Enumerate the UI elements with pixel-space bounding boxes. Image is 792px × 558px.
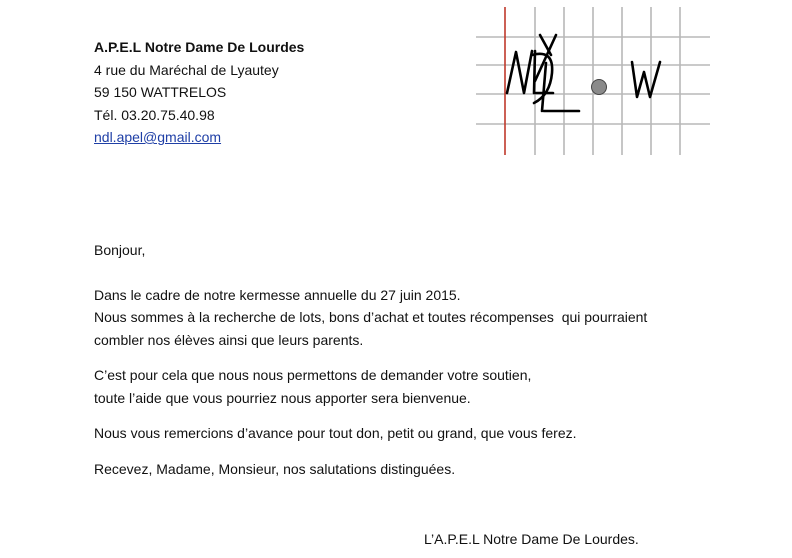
paragraph-line: combler nos élèves ainsi que leurs parents. — [94, 331, 364, 348]
paragraph-line: C’est pour cela que nous nous permettons de demander votre soutien, — [94, 367, 532, 383]
logo-grid — [476, 7, 710, 155]
paragraph-line: Nous sommes à la recherche de lots, bons d’achat et toutes récompenses qui pourraient — [94, 309, 648, 325]
logo-letters — [507, 35, 660, 111]
street-address: 4 rue du Maréchal de Lyautey — [94, 61, 279, 78]
paragraph-salutations: Recevez, Madame, Monsieur, nos salutations distinguées. — [94, 460, 456, 477]
paragraph-line: toute l’aide que vous pourriez nous apporter sera bienvenue. — [94, 389, 471, 406]
paragraph-soutien — [94, 364, 774, 409]
paragraph-kermesse — [94, 284, 774, 352]
sender-address-block — [94, 36, 304, 149]
ndl-w-grid-logo-icon — [474, 7, 714, 157]
paragraph-remerciements: Nous vous remercions d’avance pour tout don, petit ou grand, que vous ferez. — [94, 425, 577, 441]
paragraph-line: Dans le cadre de notre kermesse annuelle du 27 juin 2015. — [94, 286, 461, 303]
email-link[interactable]: ndl.apel@gmail.com — [94, 129, 222, 145]
letter-body — [94, 239, 774, 493]
organization-name: A.P.E.L Notre Dame De Lourdes — [94, 39, 305, 55]
phone-number: Tél. 03.20.75.40.98 — [94, 106, 215, 123]
greeting: Bonjour, — [94, 242, 146, 258]
signature: L’A.P.E.L Notre Dame De Lourdes. — [424, 531, 639, 547]
logo-dot — [592, 80, 607, 95]
city-postcode: 59 150 WATTRELOS — [94, 84, 227, 100]
